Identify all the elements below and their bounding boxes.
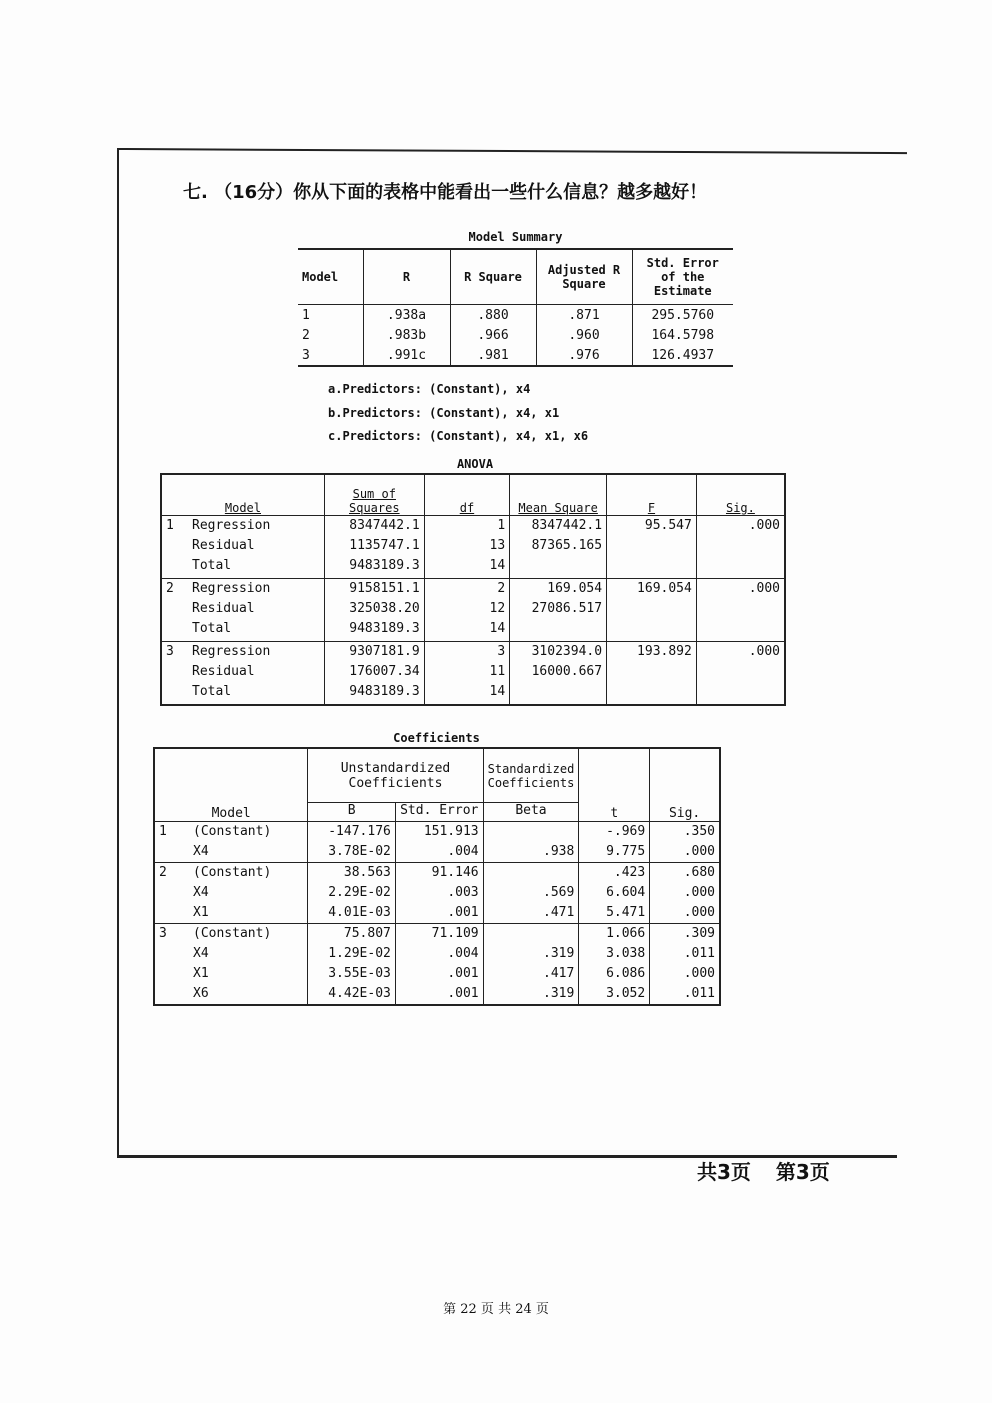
ms-header-3: Adjusted R Square (536, 249, 632, 305)
df-cell-line: 1 (497, 518, 506, 533)
coefficients-table (153, 747, 721, 1006)
b-cell (308, 863, 396, 924)
se-cell-line: 71.109 (431, 926, 479, 941)
sig-cell-line: .011 (683, 986, 715, 1001)
note-a: a.Predictors: (Constant), x4 (328, 382, 531, 396)
df-cell-line: 14 (489, 684, 506, 699)
t-cell-line: 5.471 (606, 905, 646, 920)
b-cell-line: 2.29E-02 (328, 885, 391, 900)
t-cell-line: 6.086 (606, 966, 646, 981)
table-row (154, 863, 720, 924)
table-row (161, 579, 785, 642)
ms-cell: .976 (536, 345, 632, 366)
df-cell-line: 2 (497, 581, 506, 596)
beta-cell-line (488, 822, 575, 842)
b-cell-line: 38.563 (343, 865, 391, 880)
anova-header-1: Sum of Squares (324, 474, 424, 516)
table-row (154, 822, 720, 863)
note-b: b.Predictors: (Constant), x4, x1 (328, 405, 560, 420)
table-row (298, 325, 733, 345)
anova-table (160, 473, 786, 706)
se-cell-line: .001 (447, 986, 479, 1001)
se-cell-line: 91.146 (431, 865, 479, 880)
page-number: 第 22 页 共 24 页 (443, 1302, 549, 1317)
term-label: (Constant) (193, 824, 272, 839)
ms-cell: .966 (450, 325, 536, 345)
ms-cell-line: 27086.517 (531, 601, 603, 616)
term-label: (Constant) (193, 926, 272, 941)
t-cell-line: 6.604 (606, 885, 646, 900)
beta-cell-line: .471 (543, 905, 575, 920)
ss-cell-line: 1135747.1 (349, 538, 420, 553)
ss-cell-line: 9483189.3 (349, 621, 420, 636)
sig-cell (650, 924, 720, 1006)
b-cell-line: -147.176 (328, 824, 391, 839)
b-cell (308, 822, 396, 863)
table-row (154, 924, 720, 1006)
ms-cell-line: 8347442.1 (531, 518, 603, 533)
se-cell-line: .003 (447, 885, 479, 900)
sig-cell: .000 (696, 579, 785, 642)
ms-cell-line: 16000.667 (531, 664, 603, 679)
term-label: X4 (193, 844, 209, 859)
table-row (298, 305, 733, 326)
model-terms (193, 924, 271, 1004)
header-b: B (308, 803, 396, 822)
exam-page-count: 共3页 第3页 (697, 1160, 830, 1184)
question-text: 七. （16分）你从下面的表格中能看出一些什么信息？越多越好！ (183, 182, 708, 203)
ms-header-2: R Square (450, 249, 536, 305)
sig-cell-line: .000 (683, 885, 715, 900)
ms-cell: .871 (536, 305, 632, 326)
ss-cell-line: 8347442.1 (349, 518, 420, 533)
frame-left-line (117, 149, 119, 1156)
b-cell (308, 924, 396, 1006)
df-cell-line: 12 (489, 601, 506, 616)
ms-cell: .983b (363, 325, 450, 345)
model-summary-title: Model Summary (468, 230, 563, 244)
anova-header-2: df (424, 474, 510, 516)
model-cell (154, 822, 308, 863)
sig-cell-line: .680 (683, 865, 715, 880)
table-row (298, 345, 733, 366)
sig-cell-line: .350 (683, 824, 715, 839)
ms-cell: .880 (450, 305, 536, 326)
sig-cell-line: .309 (683, 926, 715, 941)
df-cell-line: 3 (497, 644, 506, 659)
df-cell (424, 642, 510, 706)
df-cell (424, 516, 510, 579)
ms-header-0: Model (298, 249, 363, 305)
ss-cell-line: 176007.34 (349, 664, 420, 679)
ss-cell (324, 642, 424, 706)
df-cell-line: 14 (489, 621, 506, 636)
b-cell-line: 3.55E-03 (328, 966, 391, 981)
frame-top-line (117, 148, 907, 154)
f-cell: 169.054 (607, 579, 697, 642)
b-cell-line: 4.42E-03 (328, 986, 391, 1001)
model-terms (192, 579, 270, 639)
se-cell-line: 151.913 (423, 824, 479, 839)
f-cell: 193.892 (607, 642, 697, 706)
header-standardized: Standardized Coefficients (483, 748, 579, 803)
ms-cell-line: 87365.165 (531, 538, 603, 553)
sig-cell-line: .000 (683, 905, 715, 920)
se-cell (395, 822, 483, 863)
term-label: Total (192, 621, 232, 636)
beta-cell-line: .319 (543, 946, 575, 961)
t-cell-line: .423 (613, 865, 646, 880)
anova-header-3: Mean Square (510, 474, 607, 516)
coefficients-title: Coefficients (393, 731, 480, 745)
model-terms (193, 822, 271, 862)
sig-cell-line: .000 (683, 844, 715, 859)
se-cell (395, 863, 483, 924)
ms-cell: .991c (363, 345, 450, 366)
term-label: X4 (193, 946, 209, 961)
beta-cell-line (488, 924, 575, 944)
ms-cell: 3 (298, 345, 363, 366)
model-cell (161, 516, 324, 579)
ms-header-1: R (363, 249, 450, 305)
beta-cell (483, 863, 579, 924)
beta-cell-line: .938 (543, 844, 575, 859)
sig-cell: .000 (696, 516, 785, 579)
beta-cell-line: .569 (543, 885, 575, 900)
term-label: Regression (192, 518, 271, 533)
header-unstandardized: Unstandardized Coefficients (308, 748, 483, 803)
term-label: Total (192, 558, 232, 573)
t-cell-line: 3.038 (606, 946, 646, 961)
b-cell-line: 4.01E-03 (328, 905, 391, 920)
model-cell (161, 579, 324, 642)
anova-header-5: Sig. (696, 474, 785, 516)
model-cell (161, 642, 324, 706)
sig-cell: .000 (696, 642, 785, 706)
b-cell-line: 75.807 (343, 926, 391, 941)
beta-cell (483, 822, 579, 863)
se-cell-line: .004 (447, 946, 479, 961)
note-c: c.Predictors: (Constant), x4, x1, x6 (328, 429, 589, 443)
ss-cell-line: 325038.20 (349, 601, 420, 616)
header-beta: Beta (483, 803, 579, 822)
model-terms (192, 516, 270, 576)
se-cell-line: .004 (447, 844, 479, 859)
model-cell (154, 863, 308, 924)
term-label: (Constant) (193, 865, 272, 880)
df-cell-line: 11 (489, 664, 506, 679)
ms-header-4: Std. Error of the Estimate (632, 249, 733, 305)
sig-cell (650, 822, 720, 863)
ms-cell: 126.4937 (632, 345, 733, 366)
t-cell-line: 9.775 (606, 844, 646, 859)
beta-cell (483, 924, 579, 1006)
se-cell (395, 924, 483, 1006)
anova-header-4: F (607, 474, 697, 516)
table-row (161, 516, 785, 579)
t-cell (579, 822, 650, 863)
ss-cell-line: 9307181.9 (349, 644, 420, 659)
table-row (161, 642, 785, 706)
ms-cell: 164.5798 (632, 325, 733, 345)
ss-cell (324, 579, 424, 642)
term-label: Regression (192, 581, 271, 596)
se-cell-line: .001 (447, 966, 479, 981)
header-model: Model (154, 748, 308, 822)
anova-header-0: Model (161, 474, 324, 516)
ss-cell (324, 516, 424, 579)
ss-cell-line: 9483189.3 (349, 558, 420, 573)
model-summary-table (298, 248, 733, 367)
term-label: Residual (192, 664, 255, 679)
t-cell (579, 924, 650, 1006)
term-label: X1 (193, 966, 209, 981)
model-terms (192, 642, 270, 702)
model-terms (193, 863, 271, 923)
sig-cell (650, 863, 720, 924)
t-cell (579, 863, 650, 924)
beta-cell-line (488, 863, 575, 883)
term-label: X6 (193, 986, 209, 1001)
model-number: 3 (159, 926, 167, 941)
model-number: 1 (159, 824, 167, 839)
ms-cell-line: 3102394.0 (531, 644, 603, 659)
sig-cell-line: .000 (683, 966, 715, 981)
model-number: 2 (166, 581, 174, 596)
ms-cell: .938a (363, 305, 450, 326)
df-cell (424, 579, 510, 642)
term-label: Residual (192, 601, 255, 616)
ms-cell: 295.5760 (632, 305, 733, 326)
df-cell-line: 13 (489, 538, 506, 553)
term-label: X1 (193, 905, 209, 920)
beta-cell-line: .417 (543, 966, 575, 981)
ms-cell-line: 169.054 (547, 581, 603, 596)
t-cell-line: 1.066 (606, 926, 646, 941)
se-cell-line: .001 (447, 905, 479, 920)
term-label: Residual (192, 538, 255, 553)
header-sig: Sig. (650, 748, 720, 822)
ms-cell: 2 (298, 325, 363, 345)
ms-cell (510, 642, 607, 706)
ss-cell-line: 9483189.3 (349, 684, 420, 699)
anova-title: ANOVA (456, 457, 494, 471)
term-label: Regression (192, 644, 271, 659)
ss-cell-line: 9158151.1 (349, 581, 420, 596)
t-cell-line: 3.052 (606, 986, 646, 1001)
ms-cell (510, 516, 607, 579)
ms-cell: 1 (298, 305, 363, 326)
model-number: 3 (166, 644, 174, 659)
header-std-error: Std. Error (395, 803, 483, 822)
ms-cell: .981 (450, 345, 536, 366)
df-cell-line: 14 (489, 558, 506, 573)
sig-cell-line: .011 (683, 946, 715, 961)
term-label: X4 (193, 885, 209, 900)
model-cell (154, 924, 308, 1006)
b-cell-line: 3.78E-02 (328, 844, 391, 859)
predictor-notes (328, 378, 588, 449)
beta-cell-line: .319 (543, 986, 575, 1001)
ms-cell (510, 579, 607, 642)
b-cell-line: 1.29E-02 (328, 946, 391, 961)
model-number: 1 (166, 518, 174, 533)
f-cell: 95.547 (607, 516, 697, 579)
ms-cell: .960 (536, 325, 632, 345)
model-number: 2 (159, 865, 167, 880)
term-label: Total (192, 684, 232, 699)
t-cell-line: -.969 (606, 824, 646, 839)
header-t: t (579, 748, 650, 822)
